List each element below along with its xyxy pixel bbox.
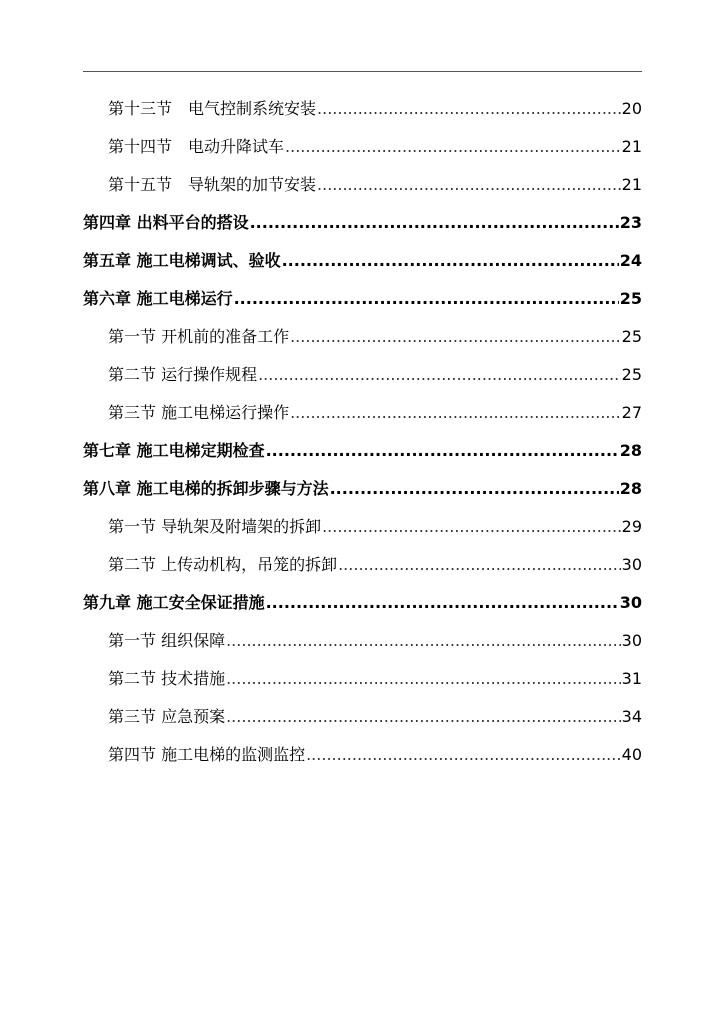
toc-page-number: 29 bbox=[621, 517, 642, 536]
toc-page-number: 28 bbox=[619, 441, 642, 460]
toc-page-number: 21 bbox=[621, 175, 642, 194]
toc-page-number: 24 bbox=[619, 251, 642, 270]
toc-entry-title: 第十三节 电气控制系统安装 bbox=[108, 99, 317, 118]
toc-leader-dots bbox=[258, 356, 621, 394]
toc-leader-dots bbox=[226, 698, 621, 736]
header-rule bbox=[83, 71, 642, 72]
toc-leader-dots bbox=[330, 470, 619, 508]
toc-page-number: 25 bbox=[619, 289, 642, 308]
toc-entry-title: 第一节 导轨架及附墙架的拆卸 bbox=[108, 517, 322, 536]
toc-chapter-entry[interactable] bbox=[83, 432, 642, 470]
toc-leader-dots bbox=[322, 508, 621, 546]
toc-leader-dots bbox=[282, 242, 619, 280]
toc-entry[interactable] bbox=[83, 128, 642, 166]
toc-leader-dots bbox=[290, 394, 621, 432]
toc-page-number: 20 bbox=[621, 99, 642, 118]
toc-chapter-entry[interactable] bbox=[83, 584, 642, 622]
toc-entry[interactable] bbox=[83, 508, 642, 546]
toc-chapter-entry[interactable] bbox=[83, 470, 642, 508]
toc-leader-dots bbox=[234, 280, 619, 318]
toc-page-number: 27 bbox=[621, 403, 642, 422]
toc-entry[interactable] bbox=[83, 394, 642, 432]
toc-entry[interactable] bbox=[83, 90, 642, 128]
toc-entry-title: 第二节 技术措施 bbox=[108, 669, 226, 688]
toc-entry-title: 第三节 应急预案 bbox=[108, 707, 226, 726]
toc-entry-title: 第一节 开机前的准备工作 bbox=[108, 327, 290, 346]
toc-entry-title: 第十四节 电动升降试车 bbox=[108, 137, 285, 156]
toc-leader-dots bbox=[266, 584, 619, 622]
toc-entry[interactable] bbox=[83, 166, 642, 204]
toc-page-number: 21 bbox=[621, 137, 642, 156]
toc-entry-title: 第三节 施工电梯运行操作 bbox=[108, 403, 290, 422]
toc-page-number: 28 bbox=[619, 479, 642, 498]
toc-entry[interactable] bbox=[83, 736, 642, 774]
toc-entry-title: 第十五节 导轨架的加节安装 bbox=[108, 175, 317, 194]
toc-entry[interactable] bbox=[83, 622, 642, 660]
toc-chapter-entry[interactable] bbox=[83, 204, 642, 242]
toc-entry[interactable] bbox=[83, 318, 642, 356]
toc-chapter-title: 第八章 施工电梯的拆卸步骤与方法 bbox=[83, 479, 329, 498]
toc-leader-dots bbox=[338, 546, 621, 584]
toc-leader-dots bbox=[226, 660, 621, 698]
toc-entry-title: 第二节 运行操作规程 bbox=[108, 365, 258, 384]
toc-page-number: 25 bbox=[621, 365, 642, 384]
toc-leader-dots bbox=[317, 166, 621, 204]
toc-chapter-title: 第五章 施工电梯调试、验收 bbox=[83, 251, 281, 270]
toc-chapter-title: 第九章 施工安全保证措施 bbox=[83, 593, 265, 612]
toc-leader-dots bbox=[226, 622, 621, 660]
toc-entry[interactable] bbox=[83, 698, 642, 736]
toc-page-number: 31 bbox=[621, 669, 642, 688]
toc-entry-title: 第一节 组织保障 bbox=[108, 631, 226, 650]
toc-page-number: 34 bbox=[621, 707, 642, 726]
toc-chapter-title: 第六章 施工电梯运行 bbox=[83, 289, 233, 308]
toc-leader-dots bbox=[285, 128, 621, 166]
toc-leader-dots bbox=[306, 736, 621, 774]
toc-entry-title: 第四节 施工电梯的监测监控 bbox=[108, 745, 306, 764]
toc-chapter-title: 第七章 施工电梯定期检查 bbox=[83, 441, 265, 460]
toc-page-number: 30 bbox=[619, 593, 642, 612]
toc-page-number: 30 bbox=[621, 555, 642, 574]
toc-chapter-title: 第四章 出料平台的搭设 bbox=[83, 213, 249, 232]
toc-leader-dots bbox=[266, 432, 619, 470]
toc-leader-dots bbox=[290, 318, 621, 356]
toc-leader-dots bbox=[250, 204, 619, 242]
toc-entry[interactable] bbox=[83, 546, 642, 584]
toc-leader-dots bbox=[317, 90, 621, 128]
toc-page-number: 40 bbox=[621, 745, 642, 764]
toc-entry-title: 第二节 上传动机构，吊笼的拆卸 bbox=[108, 555, 338, 574]
toc-entry[interactable] bbox=[83, 660, 642, 698]
toc-page-number: 25 bbox=[621, 327, 642, 346]
table-of-contents bbox=[83, 90, 642, 774]
toc-page-number: 30 bbox=[621, 631, 642, 650]
toc-entry[interactable] bbox=[83, 356, 642, 394]
toc-page-number: 23 bbox=[619, 213, 642, 232]
toc-chapter-entry[interactable] bbox=[83, 242, 642, 280]
toc-chapter-entry[interactable] bbox=[83, 280, 642, 318]
